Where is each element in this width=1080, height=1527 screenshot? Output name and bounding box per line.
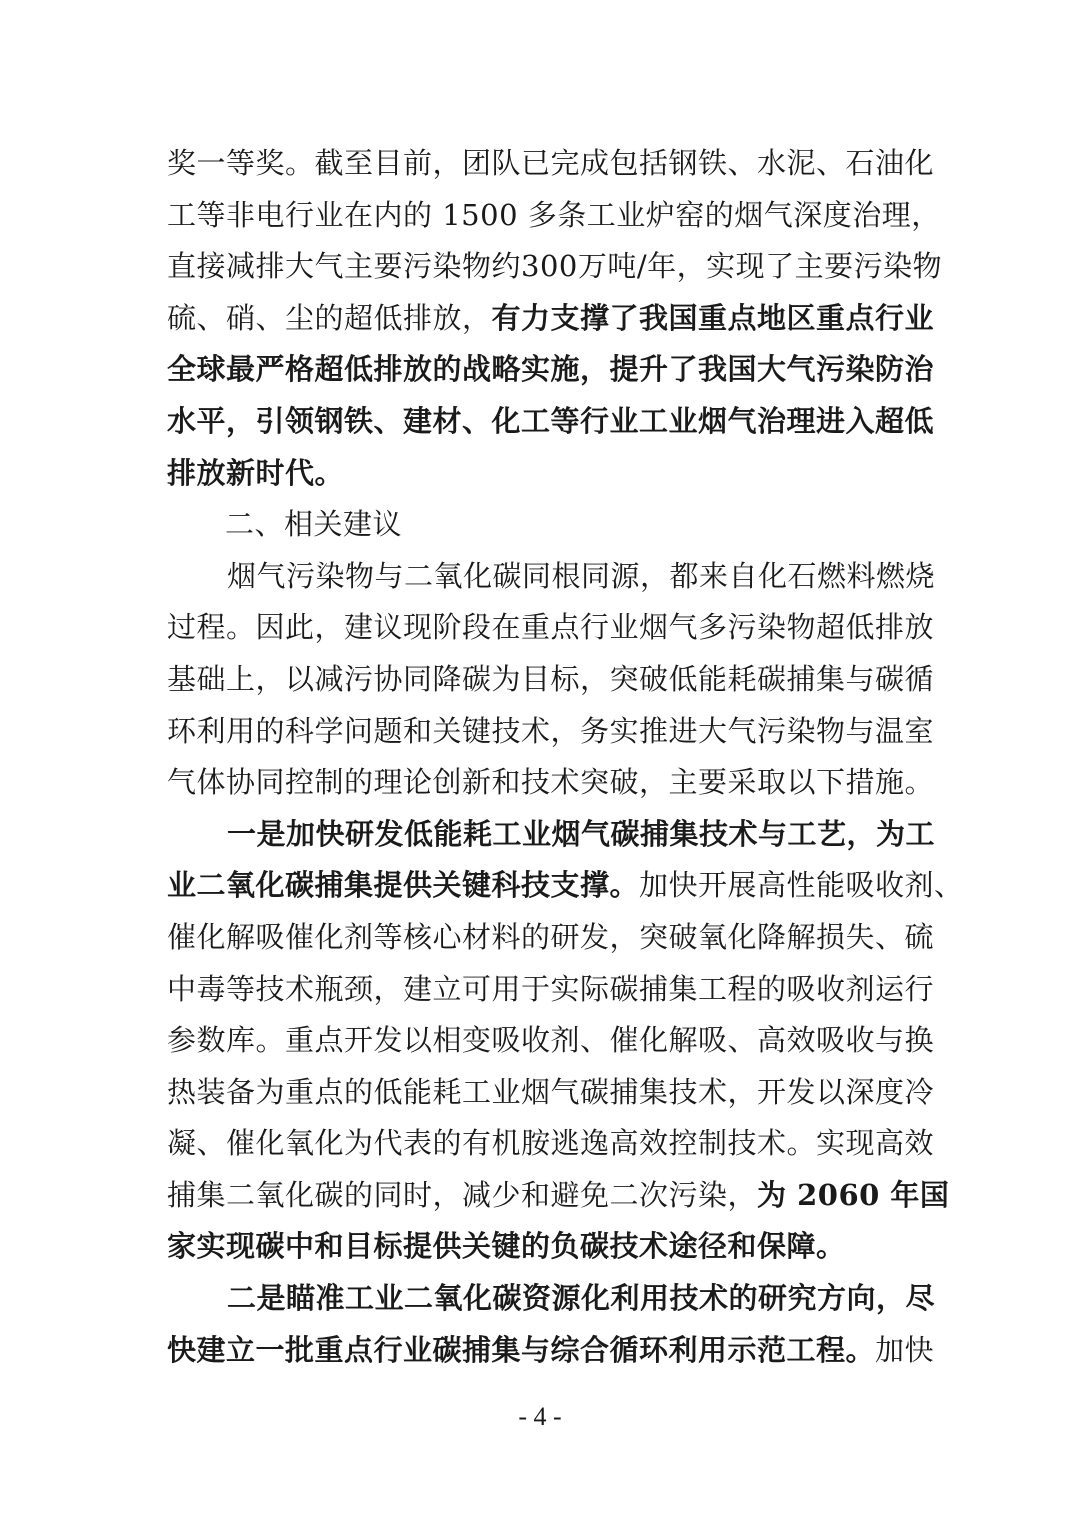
emphasis-line: 水平，引领钢铁、建材、化工等行业工业烟气治理进入超低 (167, 403, 935, 438)
emphasis-line: 排放新时代。 (167, 455, 345, 490)
paragraph-line: 基础上，以减污协同降碳为目标，突破低能耗碳捕集与碳循 (167, 661, 935, 696)
emphasis-text: 为 2060 年国 (757, 1177, 950, 1212)
plain-text: 捕集二氧化碳的同时，减少和避免二次污染， (167, 1177, 758, 1212)
emphasis-line: 一是加快研发低能耗工业烟气碳捕集技术与工艺，为工 (227, 816, 936, 851)
emphasis-text: 有力支撑了我国重点地区重点行业 (491, 300, 935, 335)
emphasis-text: 业二氧化碳捕集提供关键科技支撑。 (167, 868, 640, 903)
paragraph-line: 热装备为重点的低能耗工业烟气碳捕集技术，开发以深度冷 (167, 1074, 935, 1109)
body-text (167, 138, 964, 1376)
paragraph-line: 烟气污染物与二氧化碳同根同源，都来自化石燃料燃烧 (227, 558, 936, 593)
plain-text: 硫、硝、尘的超低排放， (167, 300, 492, 335)
paragraph-line: 过程。因此，建议现阶段在重点行业烟气多污染物超低排放 (167, 610, 935, 645)
emphasis-text: 快建立一批重点行业碳捕集与综合循环利用示范工程。 (167, 1332, 876, 1367)
paragraph-line (167, 1325, 935, 1377)
paragraph-line: 工等非电行业在内的 1500 多条工业炉窑的烟气深度治理， (167, 197, 941, 232)
emphasis-line: 全球最严格超低排放的战略实施，提升了我国大气污染防治 (167, 352, 935, 387)
paragraph-line: 直接减排大气主要污染物约300万吨/年，实现了主要污染物 (167, 249, 943, 284)
paragraph-line (167, 860, 964, 912)
paragraph-line: 环利用的科学问题和关键技术，务实推进大气污染物与温室 (167, 713, 935, 748)
paragraph-line: 中毒等技术瓶颈，建立可用于实际碳捕集工程的吸收剂运行 (167, 971, 935, 1006)
emphasis-line: 二是瞄准工业二氧化碳资源化利用技术的研究方向，尽 (227, 1281, 936, 1316)
paragraph-line: 参数库。重点开发以相变吸收剂、催化解吸、高效吸收与换 (167, 1023, 935, 1058)
paragraph-line: 气体协同控制的理论创新和技术突破，主要采取以下措施。 (167, 765, 935, 800)
section-heading: 二、相关建议 (225, 507, 403, 542)
paragraph-line: 凝、催化氧化为代表的有机胺逃逸高效控制技术。实现高效 (167, 1126, 935, 1161)
paragraph-line (167, 1170, 950, 1222)
page-number: - 4 - (518, 1402, 562, 1431)
plain-text: 加快 (875, 1332, 935, 1367)
paragraph-line (167, 293, 935, 345)
emphasis-line: 家实现碳中和目标提供关键的负碳技术途径和保障。 (167, 1229, 846, 1264)
paragraph-line: 奖一等奖。截至目前，团队已完成包括钢铁、水泥、石油化 (167, 146, 935, 180)
plain-text: 加快开展高性能吸收剂、 (639, 868, 964, 903)
paragraph-line: 催化解吸催化剂等核心材料的研发，突破氧化降解损失、硫 (167, 919, 935, 954)
